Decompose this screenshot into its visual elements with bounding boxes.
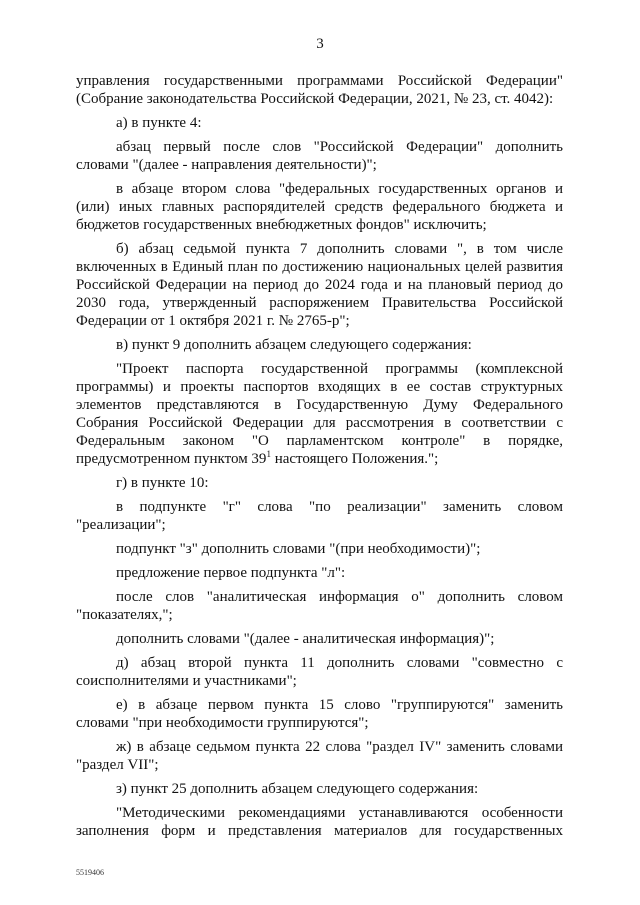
document-id: 5519406 <box>76 868 104 877</box>
paragraph-tail: настоящего Положения."; <box>270 451 439 467</box>
paragraph: после слов "аналитическая информация о" дополнить словом "показателях,"; <box>76 589 563 623</box>
paragraph: в подпункте "г" слова "по реализации" заменить словом "реализации"; <box>76 499 563 533</box>
paragraph: в абзаце втором слова "федеральных государственных органов и (или) иных главных распорядителей средств федерального бюджета и бюджетов государственных внебюджетных фондов" исключить; <box>76 181 563 233</box>
paragraph: абзац первый после слов "Российской Федерации" дополнить словами "(далее - направления деятельности)"; <box>76 139 563 173</box>
page-number: 3 <box>316 36 324 52</box>
paragraph: з) пункт 25 дополнить абзацем следующего содержания: <box>116 781 479 797</box>
paragraph: управления государственными программами Российской Федерации" (Собрание законодательства Российской Федерации, 2021, № 23, ст. 4042): <box>76 73 563 107</box>
paragraph: а) в пункте 4: <box>116 115 202 131</box>
paragraph-with-footnote <box>76 360 563 468</box>
superscript: 1 <box>266 449 271 459</box>
paragraph: е) в абзаце первом пункта 15 слово "группируются" заменить словами "при необходимости группируются"; <box>76 697 563 731</box>
paragraph: подпункт "з" дополнить словами "(при необходимости)"; <box>116 541 481 557</box>
document-body <box>76 72 563 846</box>
paragraph: в) пункт 9 дополнить абзацем следующего содержания: <box>116 337 472 353</box>
paragraph: ж) в абзаце седьмом пункта 22 слова "раздел IV" заменить словами "раздел VII"; <box>76 739 563 773</box>
paragraph: д) абзац второй пункта 11 дополнить словами "совместно с соисполнителями и участниками"; <box>76 655 563 689</box>
paragraph: г) в пункте 10: <box>116 475 209 491</box>
paragraph: б) абзац седьмой пункта 7 дополнить словами ", в том числе включенных в Единый план по достижению национальных целей развития Российской Федерации на период до 2024 года и на плановый период до 2030 года, утвержденный распоряжением Правительства Российской Федерации от 1 октября 2021 г. № 2765-р"; <box>76 241 563 329</box>
paragraph-text: "Проект паспорта государственной программы (комплексной программы) и проекты паспортов входящих в ее состав структурных элементов представляются в Государственную Думу Федерального Собрания Российской Федерации для рассмотрения в соответствии с Федеральным законом "О парламентском контроле" в порядке, предусмотренном пунктом 39 <box>76 361 563 467</box>
paragraph: дополнить словами "(далее - аналитическая информация)"; <box>116 631 495 647</box>
paragraph: предложение первое подпункта "л": <box>116 565 346 581</box>
paragraph: "Методическими рекомендациями устанавливаются особенности заполнения форм и представления материалов для государственных <box>76 805 563 839</box>
